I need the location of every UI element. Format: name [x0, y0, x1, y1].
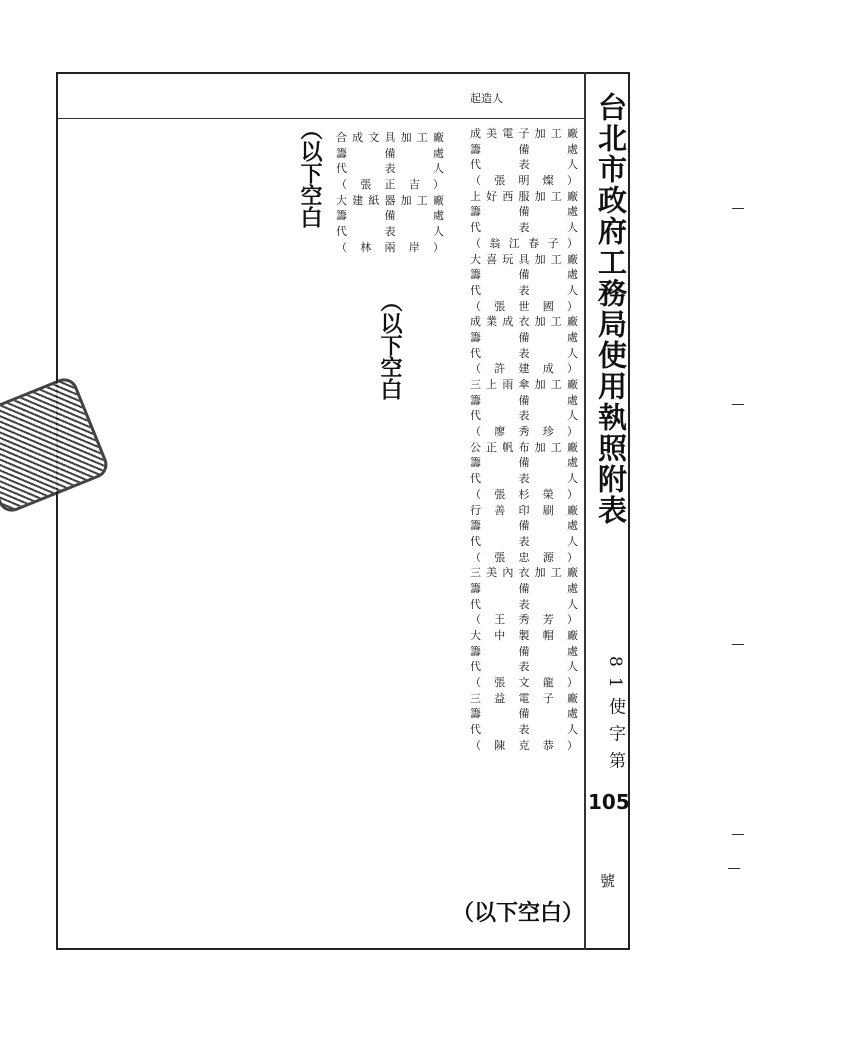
factory-rep: （ 張 明 燦 ） — [470, 174, 578, 188]
factory-rep: （ 張 忠 源 ） — [470, 550, 578, 564]
factory-rep-label: 代 表 人 — [470, 597, 578, 611]
factory-name: 三 益 電 子 廠 — [470, 691, 578, 705]
factory-prep: 籌 備 處 — [470, 330, 578, 344]
blank-note-left: （以下空白 — [297, 118, 323, 228]
factory-name: 大 建 紙 器 加 工 廠 — [336, 193, 444, 207]
factory-rep-label: 代 表 人 — [336, 225, 444, 239]
margin-tick — [732, 208, 744, 209]
factory-rep: （ 張 文 龍 ） — [470, 676, 578, 690]
factory-rep-label: 代 表 人 — [470, 158, 578, 172]
margin-tick — [732, 834, 744, 835]
factory-prep: 籌 備 處 — [470, 393, 578, 407]
factory-rep-label: 代 表 人 — [470, 534, 578, 548]
factory-rep-label: 代 表 人 — [470, 660, 578, 674]
factory-rep: （ 張 世 國 ） — [470, 299, 578, 313]
factory-rep-label: 代 表 人 — [470, 221, 578, 235]
factory-rep-label: 代 表 人 — [470, 723, 578, 737]
blank-note-middle: （以下空白 — [377, 290, 403, 400]
title-column-divider — [584, 72, 586, 950]
factory-name: 上 好 西 服 加 工 廠 — [470, 189, 578, 203]
factory-rep-label: 代 表 人 — [336, 162, 444, 176]
factory-name: 公 正 帆 布 加 工 廠 — [470, 440, 578, 454]
factory-rep: （ 廖 秀 珍 ） — [470, 425, 578, 439]
factory-rep: （ 陳 克 恭 ） — [470, 738, 578, 752]
margin-tick — [728, 868, 740, 869]
factory-rep-label: 代 表 人 — [470, 409, 578, 423]
factory-name: 合 成 文 具 加 工 廠 — [336, 131, 444, 144]
margin-tick — [732, 404, 744, 405]
factory-prep: 籌 備 處 — [470, 707, 578, 721]
margin-tick — [732, 644, 744, 645]
factory-prep: 籌 備 處 — [470, 644, 578, 658]
factory-rep: （ 張 正 吉 ） — [336, 178, 444, 192]
blank-note-bottom: （以下空白） — [452, 900, 585, 926]
factory-list-left — [336, 130, 444, 256]
factory-prep: 籌 備 處 — [470, 205, 578, 219]
promoter-header-text: 起造人 — [470, 92, 503, 105]
factory-rep: （ 王 秀 芳 ） — [470, 613, 578, 627]
factory-rep-label: 代 表 人 — [470, 472, 578, 486]
factory-prep: 籌 備 處 — [336, 146, 444, 160]
factory-prep: 籌 備 處 — [470, 268, 578, 282]
document-number-suffix: 號 — [600, 872, 616, 890]
factory-rep: （ 許 建 成 ） — [470, 362, 578, 376]
factory-name: 成 美 電 子 加 工 廠 — [470, 127, 578, 140]
factory-name: 三 美 內 衣 加 工 廠 — [470, 566, 578, 580]
factory-name: 行 善 印 刷 廠 — [470, 503, 578, 517]
factory-rep: （ 林 兩 岸 ） — [336, 240, 444, 254]
factory-rep: （ 張 杉 榮 ） — [470, 487, 578, 501]
factory-rep-label: 代 表 人 — [470, 346, 578, 360]
document-number-prefix: 81使字第 — [605, 656, 625, 779]
factory-prep: 籌 備 處 — [470, 142, 578, 156]
factory-prep: 籌 備 處 — [470, 581, 578, 595]
factory-name: 大 中 製 帽 廠 — [470, 629, 578, 642]
factory-prep: 籌 備 處 — [470, 456, 578, 470]
promoter-header — [470, 90, 576, 106]
factory-prep: 籌 備 處 — [470, 519, 578, 533]
factory-rep: （ 翁 江 春 子 ） — [470, 236, 578, 250]
factory-list-right — [470, 126, 578, 754]
factory-name: 三 上 雨 傘 加 工 廠 — [470, 378, 578, 391]
factory-name: 成 業 成 衣 加 工 廠 — [470, 315, 578, 329]
page-title: 台北市政府工務局使用執照附表 — [594, 92, 628, 526]
factory-prep: 籌 備 處 — [336, 209, 444, 223]
document-number: 105 — [588, 790, 630, 814]
factory-name: 大 喜 玩 具 加 工 廠 — [470, 252, 578, 266]
factory-rep-label: 代 表 人 — [470, 283, 578, 297]
